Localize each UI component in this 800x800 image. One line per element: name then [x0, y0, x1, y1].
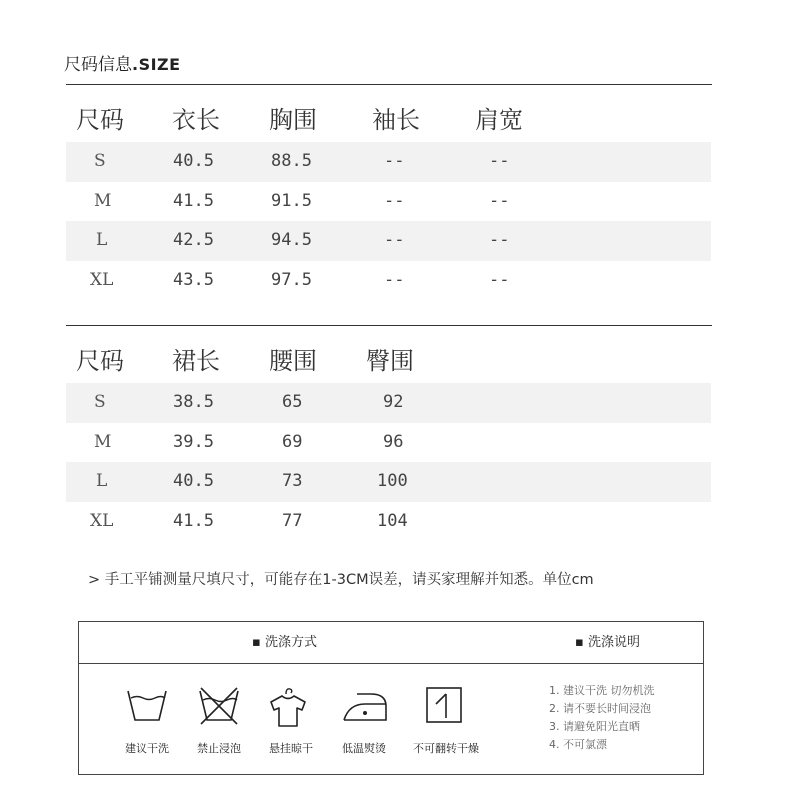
table-row — [66, 383, 711, 423]
hand-wash-icon — [125, 686, 169, 726]
cell-sleeve: -- — [384, 190, 405, 211]
cell-shoulder: -- — [489, 151, 510, 171]
care-label: 不可翻转干燥 — [413, 742, 479, 755]
cell-chest: 91.5 — [271, 190, 312, 211]
page-title — [64, 50, 181, 75]
no-soak-icon — [197, 686, 241, 726]
care-label: 禁止浸泡 — [197, 742, 241, 755]
cell-size: M — [94, 190, 112, 211]
cell-size: L — [96, 230, 108, 250]
table-row — [66, 502, 711, 542]
cell-chest: 97.5 — [271, 269, 312, 290]
instruction-item: 2. 请不要长时间浸泡 — [549, 702, 651, 715]
instruction-item: 4. 不可氯漂 — [549, 738, 607, 751]
wash-method-title: ▪ 洗涤方式 — [252, 635, 317, 650]
cell-size: M — [94, 431, 112, 452]
cell-skirt-length: 40.5 — [173, 471, 214, 491]
header-sleeve: 袖长 — [372, 106, 420, 134]
header-hip: 臀围 — [366, 347, 414, 375]
header-chest: 胸围 — [269, 106, 317, 134]
header-waist: 腰围 — [269, 347, 317, 375]
cell-size: XL — [90, 510, 114, 531]
divider — [66, 325, 712, 326]
bottom-size-table — [66, 339, 711, 541]
table-row — [66, 142, 711, 182]
top-table-header — [66, 98, 711, 142]
low-iron-icon — [341, 686, 389, 726]
cell-length: 42.5 — [173, 230, 214, 250]
top-size-table — [66, 98, 711, 300]
cell-sleeve: -- — [384, 269, 405, 290]
header-length: 衣长 — [172, 106, 220, 134]
no-tumble-dry-icon — [424, 686, 464, 726]
header-shoulder: 肩宽 — [475, 106, 523, 134]
cell-size: XL — [90, 269, 114, 290]
cell-waist: 77 — [282, 510, 303, 531]
instruction-item: 3. 请避免阳光直晒 — [549, 720, 640, 733]
header-size: 尺码 — [76, 347, 124, 375]
cell-shoulder: -- — [489, 190, 510, 211]
cell-hip: 100 — [377, 471, 408, 491]
care-box — [78, 621, 704, 775]
table-row — [66, 261, 711, 301]
cell-sleeve: -- — [384, 151, 405, 171]
cell-length: 40.5 — [173, 151, 214, 171]
cell-waist: 65 — [282, 392, 303, 412]
table-row — [66, 462, 711, 502]
table-row — [66, 423, 711, 463]
cell-skirt-length: 39.5 — [173, 431, 214, 452]
title-prefix: 尺码信息 — [64, 55, 132, 75]
measurement-note: > 手工平铺测量尺填尺寸，可能存在1-3CM误差，请买家理解并知悉。单位cm — [88, 572, 594, 588]
hang-dry-icon — [266, 686, 310, 730]
cell-shoulder: -- — [489, 269, 510, 290]
care-label: 悬挂晾干 — [269, 742, 313, 755]
table-row — [66, 182, 711, 222]
cell-size: S — [94, 392, 106, 412]
cell-skirt-length: 38.5 — [173, 392, 214, 412]
cell-size: S — [94, 151, 106, 171]
care-label: 低温熨烫 — [342, 742, 386, 755]
cell-hip: 92 — [383, 392, 404, 412]
cell-length: 41.5 — [173, 190, 214, 211]
cell-size: L — [96, 471, 108, 491]
cell-length: 43.5 — [173, 269, 214, 290]
cell-skirt-length: 41.5 — [173, 510, 214, 531]
bottom-table-header — [66, 339, 711, 383]
instruction-item: 1. 建议干洗 切勿机洗 — [549, 684, 655, 697]
cell-chest: 88.5 — [271, 151, 312, 171]
care-label: 建议干洗 — [125, 742, 169, 755]
cell-hip: 96 — [383, 431, 404, 452]
header-size: 尺码 — [76, 106, 124, 134]
cell-sleeve: -- — [384, 230, 405, 250]
header-skirt-length: 裙长 — [172, 347, 220, 375]
cell-hip: 104 — [377, 510, 408, 531]
wash-notes-title: ▪ 洗涤说明 — [575, 635, 640, 650]
cell-shoulder: -- — [489, 230, 510, 250]
table-row — [66, 221, 711, 261]
cell-waist: 73 — [282, 471, 303, 491]
cell-waist: 69 — [282, 431, 303, 452]
cell-chest: 94.5 — [271, 230, 312, 250]
title-size-word: .SIZE — [132, 55, 181, 74]
divider — [66, 84, 712, 85]
care-header — [79, 622, 703, 664]
